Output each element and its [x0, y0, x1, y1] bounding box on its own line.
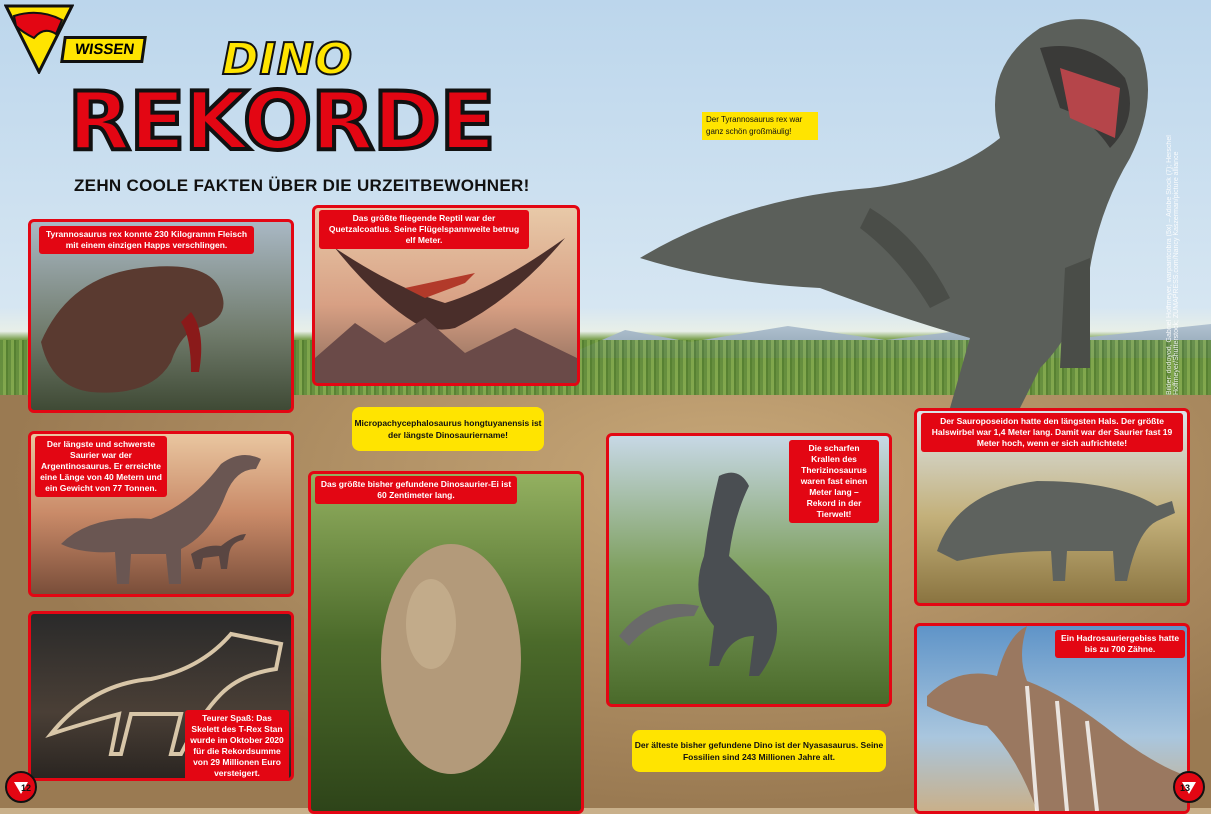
caption-egg: Das größte bisher gefundene Dinosaurier-Ei ist 60 Zentimeter lang. [315, 476, 517, 504]
page-subtitle: ZEHN COOLE FAKTEN ÜBER DIE URZEITBEWOHNER! [74, 176, 530, 195]
caption-therizinosaurus: Die scharfen Krallen des Therizinosaurus waren fast einen Meter lang – Rekord in der Tierwelt! [789, 440, 879, 523]
trex-caption: Der Tyrannosaurus rex war ganz schön großmäulig! [702, 112, 818, 140]
page-number-left: 12 [21, 783, 32, 793]
photo-card-sauroposeidon [914, 408, 1190, 606]
photo-card-egg [308, 471, 584, 814]
caption-hadrosaur: Ein Hadrosauriergebiss hatte bis zu 700 Zähne. [1055, 630, 1185, 658]
caption-argentinosaurus: Der längste und schwerste Saurier war der Argentinosaurus. Er erreichte eine Länge von 40 Metern und ein Gewicht von 77 Tonnen. [35, 436, 167, 497]
photo-card-argentinosaurus [28, 431, 294, 597]
caption-stan: Teurer Spaß: Das Skelett des T-Rex Stan wurde im Oktober 2020 für die Rekordsumme von 29 Millionen Euro versteigert. [185, 710, 289, 781]
trex-illustration [620, 8, 1190, 408]
photo-card-trex-meat [28, 219, 294, 413]
photo-card-stan [28, 611, 294, 781]
caption-trex-meat: Tyrannosaurus rex konnte 230 Kilogramm Fleisch mit einem einzigen Happs verschlingen. [39, 226, 254, 254]
caption-sauroposeidon: Der Sauroposeidon hatte den längsten Hals. Der größte Halswirbel war 1,4 Meter lang. Damit war der Saurier fast 19 Meter hoch, wenn er sich aufrichtete! [921, 413, 1183, 452]
photo-card-hadrosaur [914, 623, 1190, 814]
page-title: REKORDE [67, 75, 495, 168]
dinosaur-egg-image [311, 474, 581, 811]
photo-card-quetzal [312, 205, 580, 386]
page-number-right: 13 [1180, 783, 1191, 793]
image-credits: Bilder: dodoyod, Gabriel Hoffmeyer, warpaintcobra (5x) – Adobe Stock (7); Herschel Hoffmeyer/Shutterstock; ZUMAPRESS.com/Nancy Kaszerman/picture alliance [1166, 135, 1180, 395]
fact-longest-name: Micropachycephalosaurus hongtuyanensis ist der längste Dinosauriername! [352, 407, 544, 451]
fact-oldest-dino: Der älteste bisher gefundene Dino ist der Nyasasaurus. Seine Fossilien sind 243 Millionen Jahre alt. [632, 730, 886, 772]
section-label: WISSEN [60, 36, 147, 63]
title-top: DINO [222, 34, 354, 85]
photo-card-therizinosaurus [606, 433, 892, 707]
caption-quetzal: Das größte fliegende Reptil war der Quetzalcoatlus. Seine Flügelspannweite betrug elf Meter. [319, 210, 529, 249]
